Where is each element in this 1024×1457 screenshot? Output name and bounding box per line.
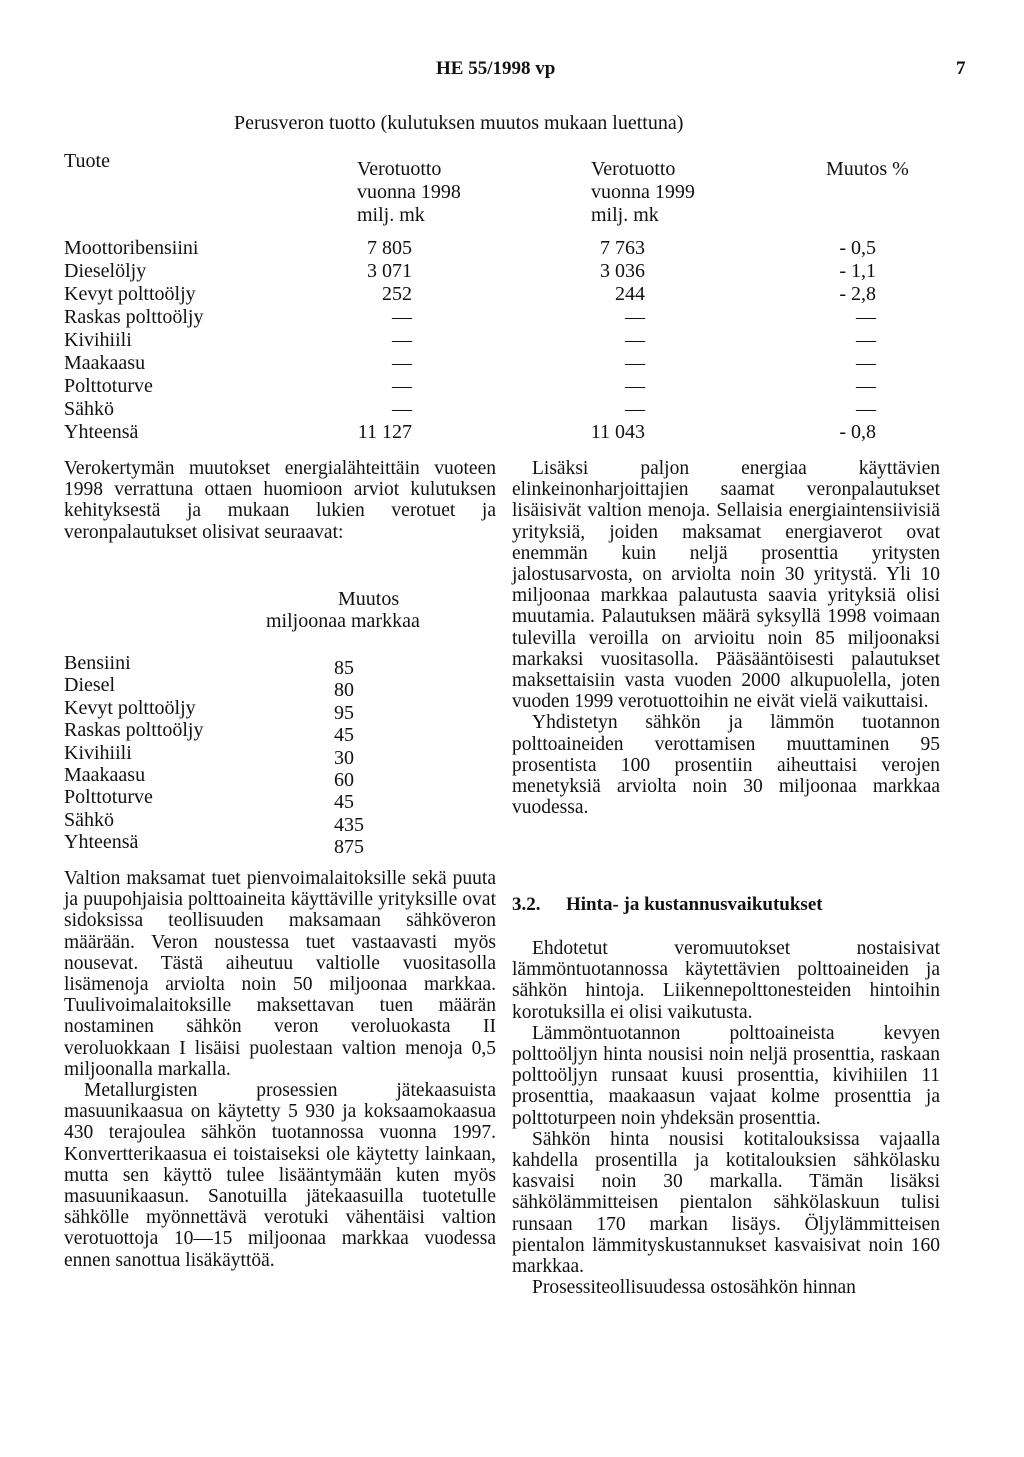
table-cell-1998: — xyxy=(392,375,412,397)
table-cell-1998: — xyxy=(392,352,412,374)
table-row-name: Sähkö xyxy=(64,398,114,420)
table-cell-change: — xyxy=(856,329,876,351)
right-body-bottom xyxy=(512,938,940,1298)
section-title: Hinta- ja kustannusvaikutukset xyxy=(566,894,823,915)
table2-row-name: Bensiini xyxy=(64,652,131,674)
paragraph: Prosessiteollisuudessa ostosähkön hinnan xyxy=(532,1277,856,1299)
table-cell-1998: — xyxy=(392,329,412,351)
left-body xyxy=(64,868,496,1271)
col-header-product: Tuote xyxy=(64,150,110,172)
section-number: 3.2. xyxy=(512,894,541,915)
table-row-name: Kevyt polttoöljy xyxy=(64,283,196,305)
table-row-name: Yhteensä xyxy=(64,421,139,443)
col-header-1998-line: Verotuotto xyxy=(357,158,442,180)
table-cell-1998: 3 071 xyxy=(367,260,412,282)
table2-row-name: Yhteensä xyxy=(64,831,139,854)
table-cell-1999: — xyxy=(625,306,645,328)
table2-row-value: 45 xyxy=(334,724,354,747)
page-number: 7 xyxy=(956,58,966,79)
table2-row-value: 95 xyxy=(334,701,354,724)
section-heading xyxy=(512,894,823,916)
right-body-top xyxy=(512,458,940,818)
table-cell-1998: 11 127 xyxy=(357,421,412,443)
paragraph: Lisäksi paljon energiaa käyttävien elinkeinonharjoittajien saamat veronpalautukset lisäisivät valtion menoja. Sellaisia energiaintensiivisiä yrityksiä, joiden maksamat energiaverot ovat enemmän kuin neljä prosenttia yritysten jalostusarvosta, on arviolta noin 30 yritystä. Yli 10 miljoonaa markkaa palautusta saavia yrityksiä olisi muutamia. Palautuksen määrä syksyllä 1998 voimaan tulevilla veroilla on arvioitu noin 85 miljoonaksi markaksi vuositasolla. Pääsääntöisesti palautukset maksettaisiin vasta vuoden 2000 alkupuolella, joten vuoden 1999 verotuottoihin ne eivät vielä vaikuttaisi. xyxy=(512,458,940,713)
table2-row-value: 45 xyxy=(334,791,354,814)
table2-row-value: 80 xyxy=(334,679,354,702)
table2-row-name: Diesel xyxy=(64,674,116,697)
table-caption: Perusveron tuotto (kulutuksen muutos mukaan luettuna) xyxy=(234,112,684,134)
table-cell-1999: 3 036 xyxy=(600,260,645,282)
table-cell-change: — xyxy=(856,352,876,374)
table-row-name: Moottoribensiini xyxy=(64,237,199,259)
table-row-name: Maakaasu xyxy=(64,352,146,374)
table-cell-1999: 244 xyxy=(615,283,645,305)
table-cell-1999: — xyxy=(625,375,645,397)
table-cell-1999: 7 763 xyxy=(600,237,645,259)
table-cell-1999: 11 043 xyxy=(590,421,645,443)
paragraph: Metallurgisten prosessien jätekaasuista masuunikaasua on käytetty 5 930 ja koksaamokaasua 430 terajoulea sähkön tuotannossa vuonna 1997. Konvertterikaasua ei toistaiseksi ole käytetty lainkaan, mutta sen käyttö tulee lisääntymään kuten myös masuunikaasun. Sanotuilla jätekaasuilla tuotetulle sähkölle myönnettävä verotuki vähentäisi valtion verotuottoja 10—15 miljoonaa markkaa vuodessa ennen sanottua lisäkäyttöä. xyxy=(64,1080,496,1271)
col-header-1998-line: milj. mk xyxy=(357,204,425,226)
col-header-1999-line: milj. mk xyxy=(591,204,659,226)
paragraph: Sähkön hinta nousisi kotitalouksissa vajaalla kahdella prosentilla ja kotitalouksien sähkölasku kasvaisi noin 30 markalla. Tämän lisäksi sähkölämmitteisen pientalon sähkölaskuun tulisi runsaan 170 markan lisäys. Öljylämmitteisen pientalon lämmityskustannukset kasvaisivat noin 160 markkaa. xyxy=(512,1128,940,1278)
table2-row-name: Kevyt polttoöljy xyxy=(64,696,196,719)
left-intro xyxy=(64,458,496,543)
paragraph: Lämmöntuotannon polttoaineista kevyen polttoöljyn hinta nousisi noin neljä prosenttia, raskaan polttoöljyn runsaat kuusi prosenttia, kivihiilen 11 prosenttia, maakaasun vajaat kolme prosenttia ja polttoturpeen noin yhdeksän prosenttia. xyxy=(512,1022,940,1129)
table-cell-1999: — xyxy=(625,352,645,374)
table2-row-value: 435 xyxy=(334,813,364,836)
table-cell-change: — xyxy=(856,306,876,328)
table-row-name: Polttoturve xyxy=(64,375,153,397)
paragraph: Yhdistetyn sähkön ja lämmön tuotannon polttoaineiden verottamisen muuttaminen 95 prosentista 100 prosentiin aiheuttaisi verojen menetyksiä arviolta noin 30 miljoonaa markkaa vuodessa. xyxy=(512,712,940,819)
col-header-1999-line: Verotuotto xyxy=(591,158,676,180)
paragraph: Valtion maksamat tuet pienvoimalaitoksille sekä puuta ja puupohjaisia polttoaineita käyttäville yrityksille ovat sidoksissa teollisuuden maksamaan sähköveron määrään. Veron noustessa tuet vastaavasti myös nousevat. Tästä aiheutuu valtiolle vuositasolla lisämenoja arviolta noin 50 miljoonaa markkaa. Tuulivoimalaitoksille maksettavan tuen määrän nostaminen sähkön veron veroluokasta II veroluokkaan I lisäisi puolestaan valtion menoja 0,5 miljoonalla markalla. xyxy=(64,868,496,1080)
intro-paragraph: Verokertymän muutokset energialähteittäin vuoteen 1998 verrattuna ottaen huomioon arviot kulutuksen kehityksestä ja mukaan lukien verotuet ja veronpalautukset olisivat seuraavat: xyxy=(64,458,496,543)
table-cell-1998: — xyxy=(392,398,412,420)
table2-row-name: Polttoturve xyxy=(64,786,153,809)
col-header-1999-line: vuonna 1999 xyxy=(591,181,695,203)
table-row-name: Raskas polttoöljy xyxy=(64,306,204,328)
table-cell-1999: — xyxy=(625,398,645,420)
col-header-change: Muutos % xyxy=(826,158,909,180)
table2-row-value: 875 xyxy=(334,836,364,859)
table-row-name: Dieselöljy xyxy=(64,260,147,282)
table2-header-line2: miljoonaa markkaa xyxy=(266,610,420,632)
table-cell-change: - 2,8 xyxy=(839,283,876,305)
table-cell-change: — xyxy=(856,375,876,397)
table-cell-1998: — xyxy=(392,306,412,328)
table2-row-name: Sähkö xyxy=(64,808,114,831)
table-cell-change: - 0,8 xyxy=(839,421,876,443)
table-row-name: Kivihiili xyxy=(64,329,132,351)
table-cell-change: - 0,5 xyxy=(839,237,876,259)
table2-row-name: Maakaasu xyxy=(64,764,146,786)
table-cell-1998: 252 xyxy=(382,283,412,305)
table2-row-name: Kivihiili xyxy=(64,741,132,764)
paragraph: Ehdotetut veromuutokset nostaisivat lämmöntuotannossa käytettävien polttoaineiden ja sähkön hintoja. Liikennepolttonesteiden hintoihin korotuksilla ei olisi vaikutusta. xyxy=(512,938,940,1023)
table-cell-change: - 1,1 xyxy=(839,260,876,282)
table-cell-change: — xyxy=(856,398,876,420)
table2-row-value: 30 xyxy=(334,746,354,769)
table-cell-1999: — xyxy=(625,329,645,351)
table2-row-name: Raskas polttoöljy xyxy=(64,719,204,742)
page-header-title: HE 55/1998 vp xyxy=(436,58,556,79)
table2-row-value: 60 xyxy=(334,769,354,791)
table2-row-value: 85 xyxy=(334,657,354,679)
col-header-1998 xyxy=(357,158,461,227)
table2-header-line1: Muutos xyxy=(338,588,400,610)
col-header-1999 xyxy=(591,158,695,227)
col-header-1998-line: vuonna 1998 xyxy=(357,181,461,203)
table-cell-1998: 7 805 xyxy=(367,237,412,259)
